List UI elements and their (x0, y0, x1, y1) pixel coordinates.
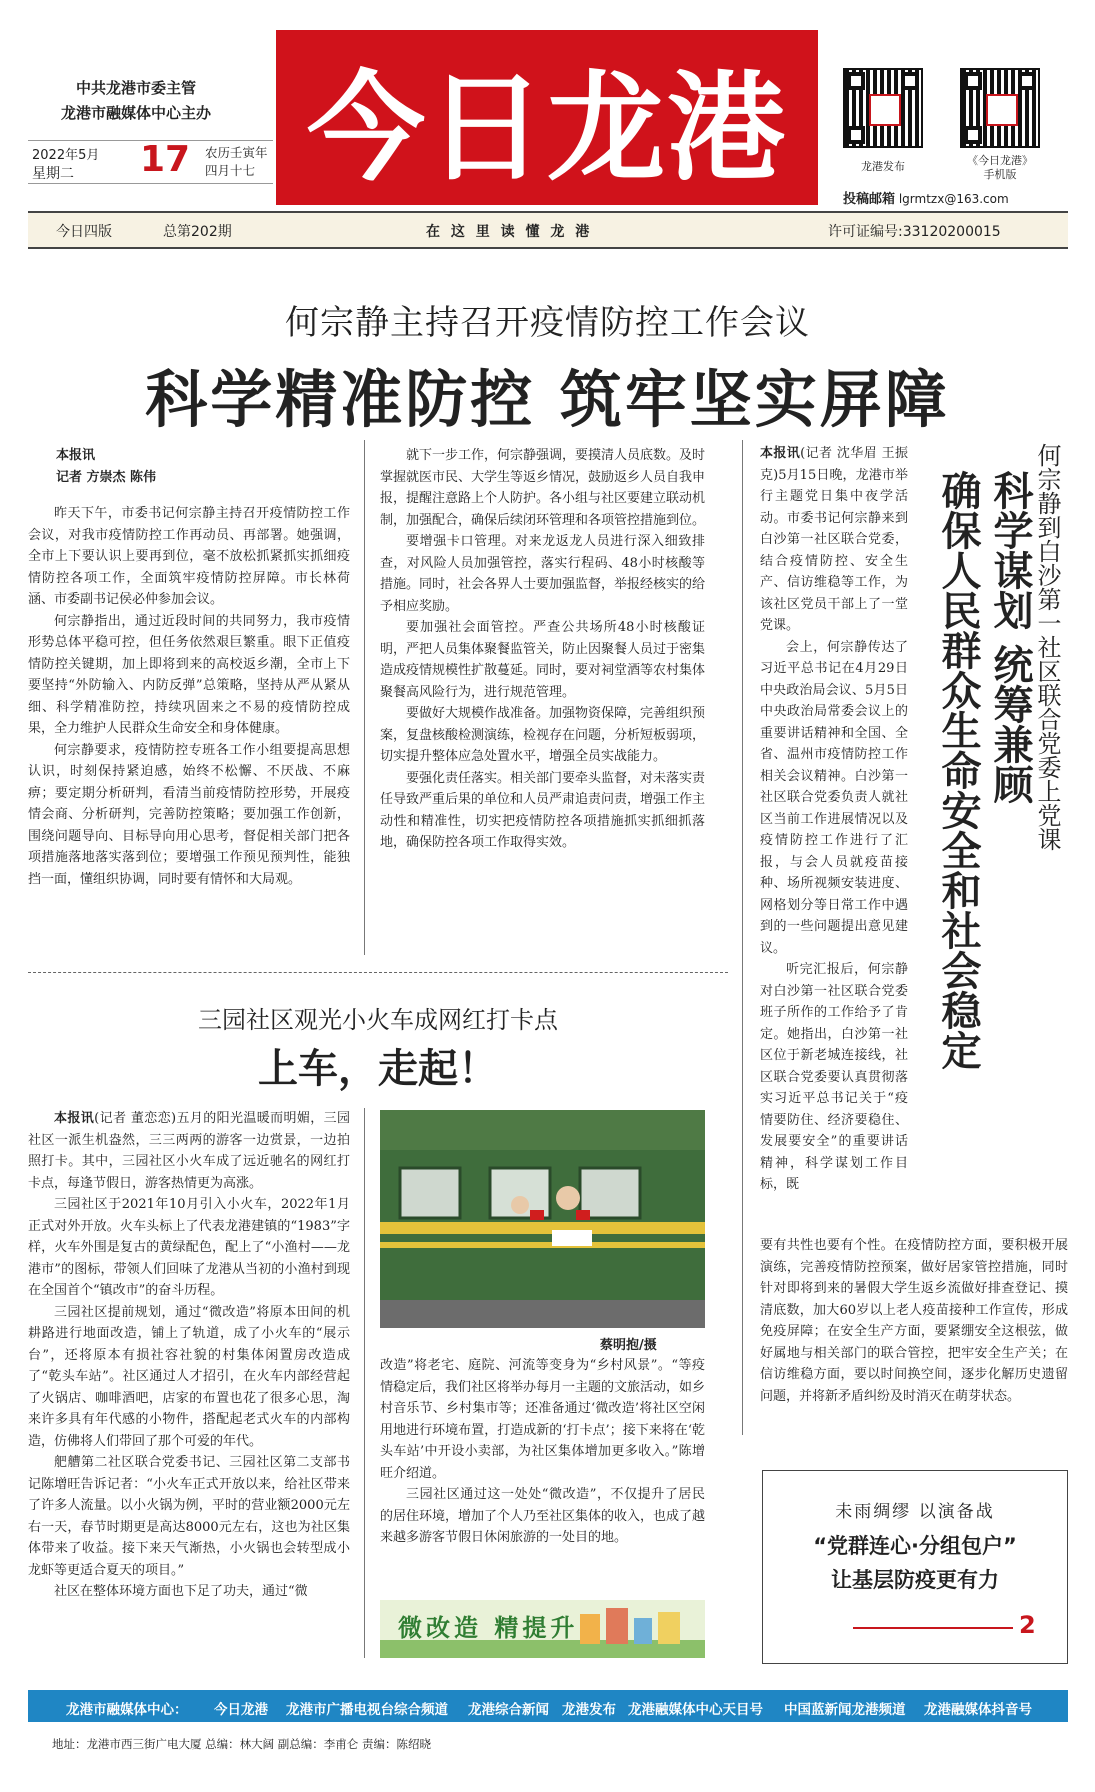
column-divider (364, 1108, 365, 1658)
promo-line-3: 让基层防疫更有力 (831, 1568, 999, 1592)
right-intro: 5月15日晚，龙港市举行主题党日集中夜学活动。市委书记何宗静来到白沙第一社区联合党委，结合疫情防控、安全生产、信访维稳等工作，为该社区党员干部上了一堂党课。 (760, 467, 908, 633)
paragraph: 要做好大规模作战准备。加强物资保障，完善组织预案，复盘核酸检测演练，检视存在问题，分析短板弱项，切实提升整体应急处置水平，增强全员实战能力。 (380, 706, 706, 764)
lead-headline: 科学精准防控 筑牢坚实屏障 (145, 363, 950, 436)
footer-channel[interactable]: 今日龙港 (214, 1702, 268, 1718)
submit-email[interactable]: lgrmtzx@163.com (898, 192, 1009, 206)
page-2-promo[interactable] (762, 1470, 1068, 1664)
qr-code-icon[interactable] (960, 68, 1040, 148)
license-label: 许可证编号:33120200015 (828, 224, 1001, 240)
paragraph (760, 443, 908, 637)
paragraph: 三园社区于2021年10月引入小火车，2022年1月正式对外开放。火车头标上了代表龙港建镇的“1983”字样，火车外围是复古的黄绿配色，配上了“小渔村——龙港市”的图标，带领人们回味了龙港从当初的小渔村到现在全国首个“镇改市”的奋斗历程。 (28, 1197, 350, 1298)
footer-channel[interactable]: 龙港融媒体抖音号 (924, 1702, 1032, 1718)
qr1-caption: 龙港发布 (861, 160, 905, 173)
date-weekday: 星期二 (32, 166, 74, 182)
second-intro: 五月的阳光温暖而明媚，三园社区一派生机盎然，三三两两的游客一边赏景，一边拍照打卡。其中，三园社区小火车成了远近驰名的网红打卡点，每逢节假日，游客热情更为高涨。 (28, 1111, 350, 1191)
photo-caption: 蔡明抱/摄 (600, 1338, 657, 1353)
newspaper-logo (276, 30, 818, 205)
lead-column-1 (28, 503, 350, 890)
lead-kicker: 何宗静主持召开疫情防控工作会议 (285, 303, 810, 343)
date-day: 17 (140, 139, 191, 180)
paragraph: 改造”将老宅、庭院、河流等变身为“乡村风景”。“等疫情稳定后，我们社区将举办每月一主题的文旅活动，如乡村音乐节、乡村集市等；还准备通过‘微改造’将社区空闲用地进行环境布置，打造成新的‘打卡点’；接下来将在‘乾头车站’中开设小卖部，为社区集体增加更多收入。”陈增旺介绍道。 (380, 1358, 706, 1481)
paragraph (28, 1108, 350, 1194)
train-photo (380, 1110, 705, 1328)
edition-label: 今日四版 (56, 224, 112, 240)
logo-text: 今日龙港 (306, 58, 787, 197)
footer-channel[interactable]: 龙港市广播电视台综合频道 (286, 1702, 448, 1718)
right-narrow-column (760, 443, 908, 1196)
lead-column-2 (380, 445, 705, 854)
sponsor-line-2: 龙港市融媒体中心主办 (60, 104, 211, 122)
issue-label: 总第202期 (163, 224, 232, 240)
second-headline: 上车，走起！ (258, 1046, 498, 1092)
banner-text: 微改造 精提升 (398, 1614, 579, 1642)
paragraph: 要增强卡口管理。对来龙返龙人员进行深入细致排查，对风险人员加强管控，落实行程码、48小时核酸等措施。同时，社会各界人士要加强监督，举报经核实的给予相应奖励。 (380, 534, 706, 614)
paragraph: 舥艚第二社区联合党委书记、三园社区第二支部书记陈增旺告诉记者：“小火车正式开放以来，给社区带来了许多人流量。以小火锅为例，平时的营业额2000元左右一天，春节时期更是高达8000元左右，这也为社区集体带来了收益。接下来天气渐热，小火锅也会转型成小龙虾等更适合夏天的项目。” (28, 1455, 350, 1578)
second-byline: 本报讯 (54, 1111, 95, 1126)
lead-byline (56, 445, 156, 489)
right-byline: 本报讯 (760, 446, 801, 461)
right-wide-column (760, 1235, 1068, 1407)
lead-byline-2: 记者 方崇杰 陈伟 (56, 470, 157, 485)
paragraph: 三园社区通过这一处处“微改造”，不仅提升了居民的居住环境，增加了个人乃至社区集体的收入，也成了越来越多游客节假日休闲旅游的一处目的地。 (380, 1487, 706, 1545)
paragraph: 会上，何宗静传达了习近平总书记在4月29日中央政治局会议、5月5日中央政治局常委会议上的重要讲话精神和全国、全省、温州市疫情防控工作相关会议精神。白沙第一社区联合党委负责人就社区当前工作进展情况以及疫情防控工作进行了汇报，与会人员就疫苗接种、场所视频安装进度、网格划分等日常工作中遇到的一些问题提出意见建议。 (760, 639, 908, 956)
promo-line-1: 未雨绸缪 以演备战 (835, 1502, 995, 1522)
date-block (28, 140, 273, 184)
lead-byline-1: 本报讯 (56, 448, 96, 463)
submit-label: 投稿邮箱 (843, 192, 896, 207)
qr2-caption (950, 154, 1050, 182)
footer-channel[interactable]: 龙港融媒体中心天目号 (628, 1702, 763, 1718)
lunar-line-1: 农历壬寅年 (205, 145, 268, 160)
second-column-1 (28, 1108, 350, 1603)
paragraph: 何宗静要求，疫情防控专班各工作小组要提高思想认识，时刻保持紧迫感，始终不松懈、不厌战、不麻痹；要定期分析研判，看清当前疫情防控形势，开展疫情会商、分析研判，完善防控策略；要加强工作创新，围绕问题导向、目标导向用心思考，督促相关部门把各项措施落地落实落到位；要增强工作预见预判性，能独挡一面，懂组织协调，同时要有情怀和大局观。 (28, 742, 350, 887)
column-divider (742, 440, 743, 1435)
right-headline-2: 确保人民群众生命安全和社会稳定 (935, 470, 981, 1070)
footer-label: 龙港市融媒体中心： (66, 1702, 188, 1718)
paragraph: 要强化责任落实。相关部门要牵头监督，对未落实责任导致严重后果的单位和人员严肃追责问责，增强工作主动性和精准性，切实把疫情防控各项措施抓实抓细抓落地，确保防控各项工作取得实效。 (380, 770, 706, 850)
right-headline-1: 科学谋划 统筹兼顾 (987, 470, 1033, 804)
paragraph: 要有共性也要有个性。在疫情防控方面，要积极开展演练，完善疫情防控预案，做好居家管控措施，同时针对即将到来的暑假大学生返乡流做好排查登记、摸清底数，加大60岁以上老人疫苗接种工作宣传，形成免疫屏障；在安全生产方面，要紧绷安全这根弦，做好属地与相关部门的联合管控，把牢安全生产关；在信访维稳方面，要以时间换空间，逐步化解历史遗留问题，并将新矛盾纠纷及时消灭在萌芽状态。 (760, 1238, 1068, 1404)
promo-rule (853, 1627, 1013, 1629)
qr-code-icon[interactable] (843, 68, 923, 148)
paragraph: 社区在整体环境方面也下足了功夫，通过“微 (54, 1584, 308, 1599)
date-year-month: 2022年5月 (32, 148, 100, 163)
slogan: 在 这 里 读 懂 龙 港 (426, 224, 593, 240)
paragraph: 要加强社会面管控。严查公共场所48小时核酸证明，严把人员集体聚餐监管关，防止因聚餐人员过于密集造成疫情规模性扩散蔓延。同时，要对祠堂酒等农村集体聚餐高风险行为，进行规范管理。 (380, 620, 706, 700)
section-divider (28, 972, 728, 973)
sponsor-line-1: 中共龙港市委主管 (75, 79, 196, 97)
footer-channel[interactable]: 龙港综合新闻 (468, 1702, 549, 1718)
date-lunar (205, 144, 268, 180)
promo-page-number: 2 (1019, 1611, 1036, 1639)
column-divider (364, 440, 365, 955)
lunar-line-2: 四月十七 (205, 163, 256, 178)
second-reporter: (记者 董恋恋) (94, 1111, 177, 1126)
paragraph: 何宗静指出，通过近段时间的共同努力，我市疫情形势总体平稳可控，但任务依然艰巨繁重。眼下正值疫情防控关键期，加上即将到来的高校返乡潮，全市上下要坚持“外防输入、内防反弹”总策略，坚持从严从紧从细、科学精准防控，持续巩固来之不易的疫情防控成果，全力维护人民群众生命安全和身体健康。 (28, 613, 350, 736)
micro-renovation-banner (380, 1600, 705, 1658)
paragraph: 听完汇报后，何宗静对白沙第一社区联合党委班子所作的工作给予了肯定。她指出，白沙第一社区位于新老城连接线，社区联合党委要认真贯彻落实习近平总书记关于“疫情要防住、经济要稳住、发展要安全”的重要讲话精神，科学谋划工作目标，既 (760, 962, 908, 1192)
sponsor-block (36, 76, 236, 126)
info-bar (28, 211, 1068, 249)
paragraph: 就下一步工作，何宗静强调，要摸清人员底数。及时掌握就医市民、大学生等返乡情况，鼓励返乡人员自我申报，提醒注意路上个人防护。各小组与社区要建立联动机制，加强配合，确保后续闭环管理和各项管控措施到位。 (380, 448, 706, 528)
train-illustration (380, 1110, 705, 1328)
right-kicker: 何宗静到白沙第一社区联合党委上党课 (1033, 443, 1061, 851)
media-center-bar (28, 1690, 1068, 1722)
paragraph: 三园社区提前规划，通过“微改造”将原本田间的机耕路进行地面改造，铺上了轨道，成了小火车的“展示台”，还将原本有损社容社貌的村集体闲置房改造成了“乾头车站”。社区通过人才招引，在火车内部经营起了火锅店、咖啡酒吧，店家的布置也花了很多心思，淘来许多具有年代感的小物件，搭配起老式火车的内部构造，仿佛将人们带回了那个可爱的年代。 (28, 1304, 350, 1449)
second-kicker: 三园社区观光小火车成网红打卡点 (198, 1006, 558, 1034)
right-reporter: (记者 沈华眉 王振克) (760, 446, 908, 483)
submit-email-block (843, 188, 1009, 207)
second-column-2 (380, 1355, 705, 1549)
promo-line-2: “党群连心·分组包户” (813, 1534, 1017, 1558)
qr2-caption-1: 《今日龙港》 (967, 154, 1033, 167)
address-line: 地址：龙港市西三街广电大厦 总编：林大阔 副总编：李甫仑 责编：陈绍晓 (52, 1737, 431, 1751)
paragraph: 昨天下午，市委书记何宗静主持召开疫情防控工作会议，对我市疫情防控工作再动员、再部署。她强调，全市上下要认识上要再到位，毫不放松抓紧抓实抓细疫情防控各项工作，全面筑牢疫情防控屏障。市长林荷涵、市委副书记侯必仲参加会议。 (28, 506, 350, 607)
footer-channel[interactable]: 中国蓝新闻龙港频道 (784, 1702, 906, 1718)
qr2-caption-2: 手机版 (983, 168, 1017, 181)
footer-channel[interactable]: 龙港发布 (562, 1702, 616, 1718)
